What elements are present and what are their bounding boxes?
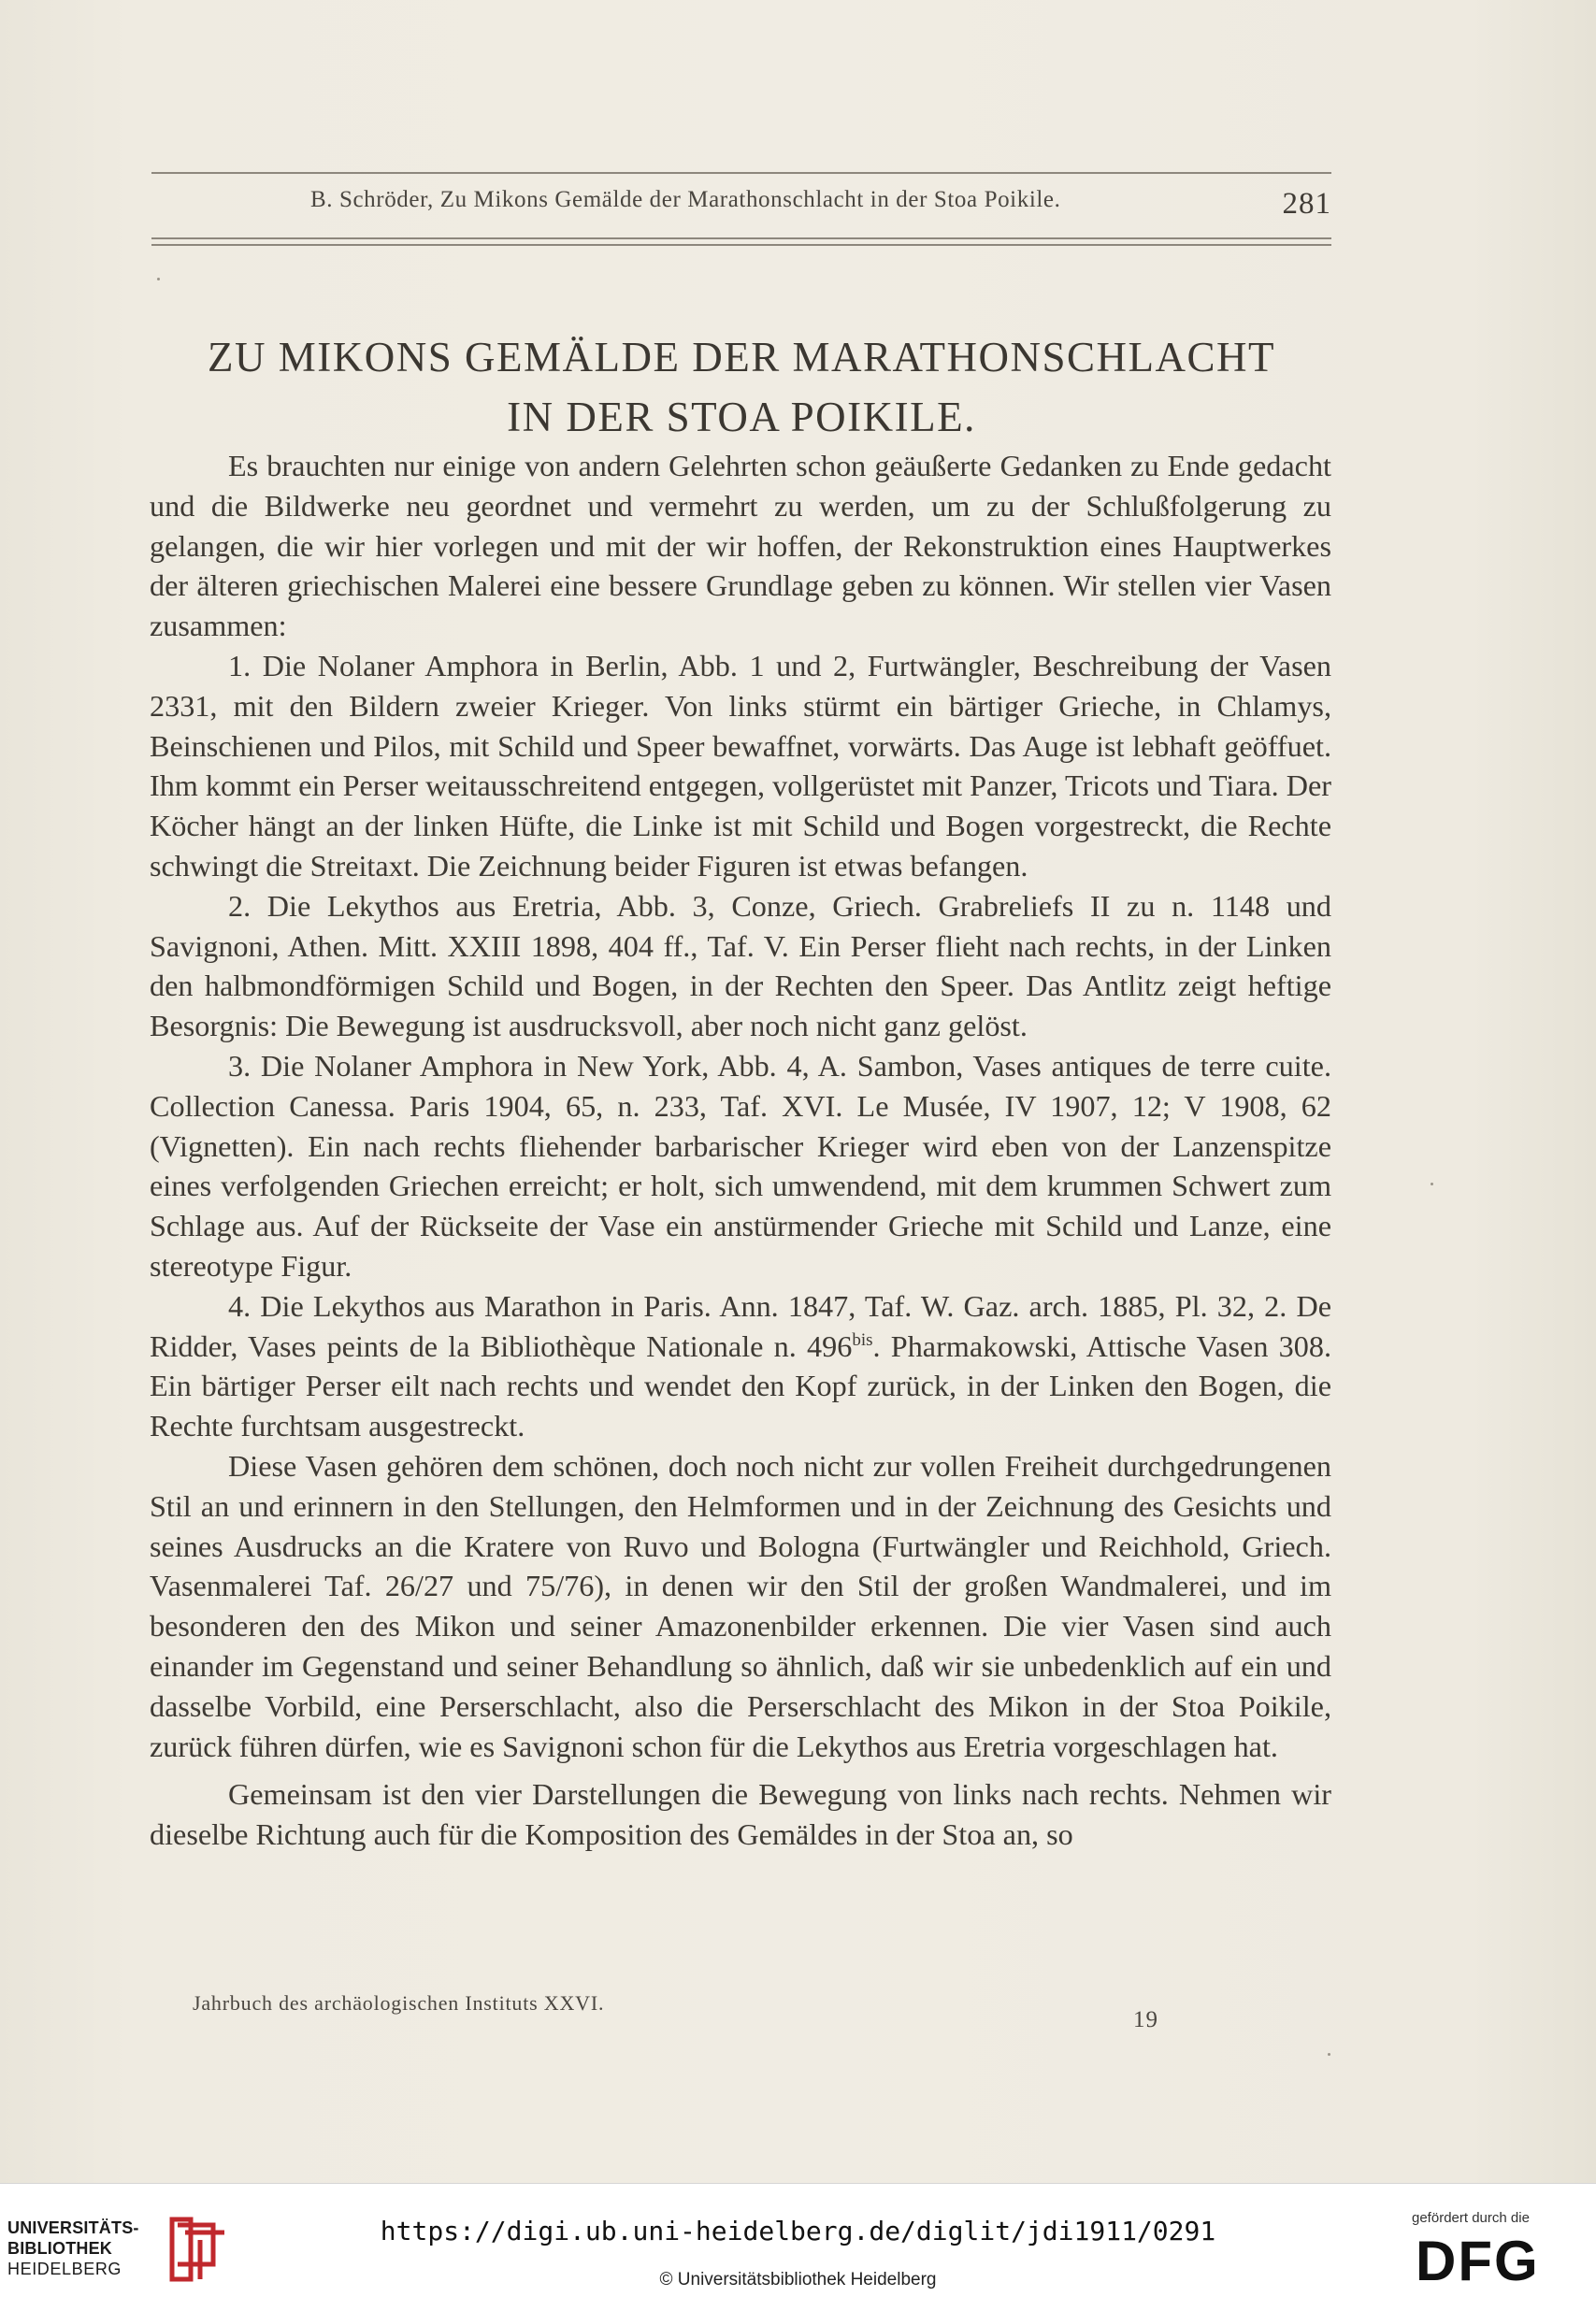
paper-speck	[1431, 1183, 1433, 1185]
header-rule-1	[151, 237, 1331, 239]
paragraph-intro: Es brauchten nur einige von andern Gelehrten schon geäußerte Gedanken zu Ende gedacht und die Bildwerke neu geordnet und vermehrt zu werden, um zu der Schlußfolgerung zu gelangen, die wir hier vorlegen und mit der wir hoffen, der Rekonstruktion eines Hauptwerkes der älteren griechischen Malerei eine bessere Grundlage geben zu können. Wir stellen vier Vasen zusammen:	[150, 449, 1331, 643]
article-body	[150, 446, 1331, 1855]
running-head-title: B. Schröder, Zu Mikons Gemälde der Marathonschlacht in der Stoa Poikile.	[310, 187, 1061, 212]
article-title-line-1: ZU MIKONS GEMÄLDE DER MARATHONSCHLACHT	[207, 334, 1275, 381]
paragraph-conclusion: Gemeinsam ist den vier Darstellungen die Bewegung von links nach rechts. Nehmen wir dieselbe Richtung auch für die Komposition des Gemäldes in der Stoa an, so	[150, 1777, 1331, 1852]
paper-speck	[1328, 2053, 1330, 2056]
paragraph-item-4	[150, 1286, 1331, 1446]
running-head	[151, 187, 1331, 224]
permalink-url[interactable]: https://digi.ub.uni-heidelberg.de/diglit/jdi1911/0291	[380, 2216, 1216, 2246]
journal-footer: Jahrbuch des archäologischen Instituts XXVI.	[193, 1991, 605, 2015]
funder-label: gefördert durch die	[1412, 2210, 1530, 2226]
paragraph-item-4-text-a: 4. Die Lekythos aus Marathon in Paris. Ann. 1847, Taf. W. Gaz. arch. 1885, Pl. 32, 2. De Ridder, Vases peints de la Bibliothèque Nationale n. 496	[150, 1288, 1331, 1363]
library-name-line-2: BIBLIOTHEK	[7, 2239, 112, 2258]
article-title-line-2: IN DER STOA POIKILE.	[507, 394, 976, 441]
library-name-line-1: UNIVERSITÄTS-	[7, 2218, 139, 2237]
paragraph-discussion: Diese Vasen gehören dem schönen, doch noch nicht zur vollen Freiheit durchgedrungenen Stil an und erinnern in den Stellungen, den Helmformen und in der Zeichnung des Gesichts und seines Ausdrucks an die Kratere von Ruvo und Bologna (Furtwängler und Reichhold, Griech. Vasenmalerei Taf. 26/27 und 75/76), in denen wir den Stil der großen Wandmalerei, und im besonderen den des Mikon und seiner Amazonenbilder erkennen. Die vier Vasen sind auch einander im Gegenstand und seiner Behandlung so ähnlich, daß wir sie unbedenklich auf ein und dasselbe Vorbild, eine Perserschlacht, also die Perserschlacht des Mikon in der Stoa Poikile, zurück führen dürfen, wie es Savignoni schon für die Lekythos aus Eretria vorgeschlagen hat.	[150, 1448, 1331, 1763]
article-title	[151, 327, 1331, 447]
paragraph-item-4-text-b: . Pharmakowski, Attische Vasen 308. Ein bärtiger Perser eilt nach rechts und wendet den Kopf zurück, in der Linken den Bogen, die Rechte furchtsam ausgestreckt.	[150, 1328, 1331, 1443]
paragraph-item-3: 3. Die Nolaner Amphora in New York, Abb. 4, A. Sambon, Vases antiques de terre cuite. Collection Canessa. Paris 1904, 65, n. 233, Taf. XVI. Le Musée, IV 1907, 12; V 1908, 62 (Vignetten). Ein nach rechts fliehender barbarischer Krieger wird eben von der Lanzenspitze eines verfolgenden Griechen erreicht; er holt, sich umwendend, mit dem krummen Schwert zum Schlage aus. Auf der Rückseite der Vase ein anstürmender Grieche mit Schild und Lanze, eine stereotype Figur.	[150, 1048, 1331, 1283]
paper-speck	[157, 278, 160, 280]
viewer-footer-band	[0, 2183, 1596, 2311]
library-name-line-3: HEIDELBERG	[7, 2260, 122, 2278]
paragraph-item-2: 2. Die Lekythos aus Eretria, Abb. 3, Conze, Griech. Grabreliefs II zu n. 1148 und Savignoni, Athen. Mitt. XXIII 1898, 404 ff., Taf. V. Ein Perser flieht nach rechts, in der Linken den halbmondförmigen Schild und Bogen, in der Rechten den Speer. Das Antlitz zeigt heftige Besorgnis: Die Bewegung ist ausdrucksvoll, aber noch nicht ganz gelöst.	[150, 888, 1331, 1043]
header-top-rule	[151, 172, 1331, 174]
header-rule-2	[151, 244, 1331, 246]
page-number: 281	[1282, 187, 1331, 221]
dfg-logo[interactable]: DFG	[1416, 2230, 1540, 2292]
superscript-bis: bis	[852, 1329, 873, 1350]
paragraph-item-1: 1. Die Nolaner Amphora in Berlin, Abb. 1 und 2, Furtwängler, Beschreibung der Vasen 2331, mit den Bildern zweier Krieger. Von links stürmt ein bärtiger Grieche, in Chlamys, Beinschienen und Pilos, mit Schild und Speer bewaffnet, vorwärts. Das Auge ist lebhaft geöffuet. Ihm kommt ein Perser weitausschreitend entgegen, vollgerüstet mit Panzer, Tricots und Tiara. Der Köcher hängt an der linken Hüfte, die Linke ist mit Schild und Bogen vorgestreckt, die Rechte schwingt die Streitaxt. Die Zeichnung beider Figuren ist etwas befangen.	[150, 648, 1331, 883]
signature-mark: 19	[1133, 2007, 1158, 2032]
copyright-notice: © Universitätsbibliothek Heidelberg	[659, 2270, 937, 2289]
